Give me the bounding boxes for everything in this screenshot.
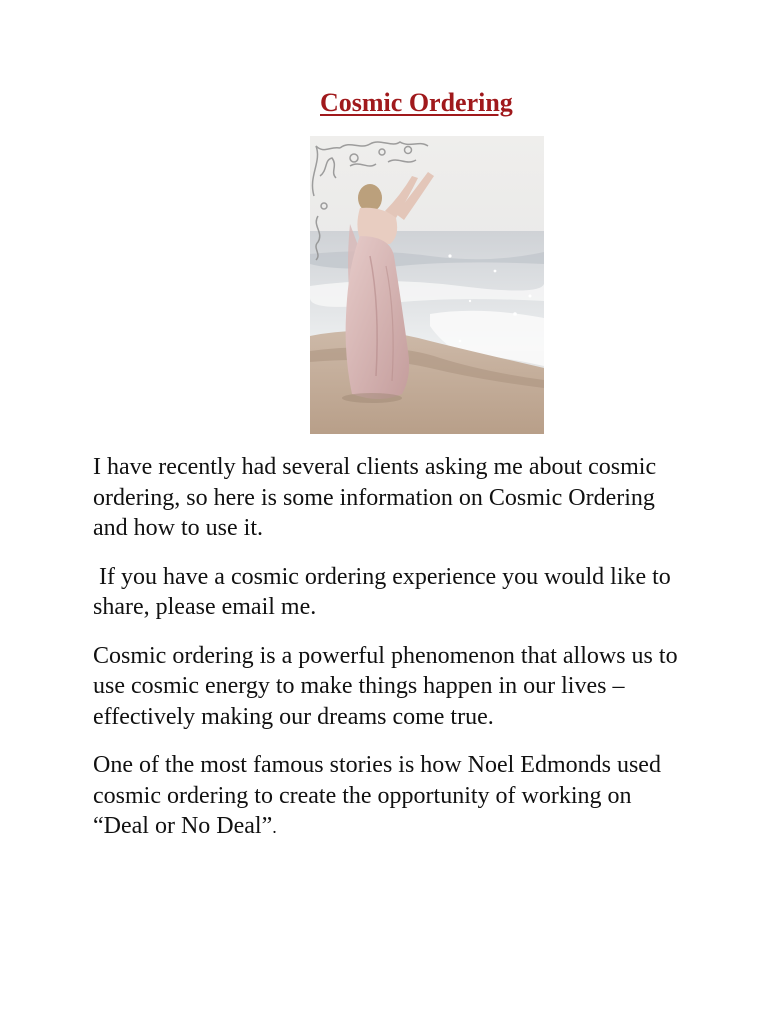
paragraph-intro: I have recently had several clients asking me about cosmic ordering, so here is some information on Cosmic Ordering and how to use it.	[93, 454, 657, 541]
paragraph-story-period: .	[272, 817, 277, 837]
page-title: Cosmic Ordering	[320, 88, 513, 117]
paragraph-story	[93, 750, 693, 843]
body-text	[93, 452, 693, 861]
paragraph-definition: Cosmic ordering is a powerful phenomenon that allows us to use cosmic energy to make things happen in our lives – effectively making our dreams come true.	[93, 642, 678, 730]
paragraph-story-text: One of the most famous stories is how Noel Edmonds used cosmic ordering to create the opportunity of working on “Deal or No Deal”	[93, 752, 661, 839]
woman-on-beach-image	[310, 136, 544, 434]
paragraph-share: If you have a cosmic ordering experience you would like to share, please email me.	[93, 563, 671, 620]
